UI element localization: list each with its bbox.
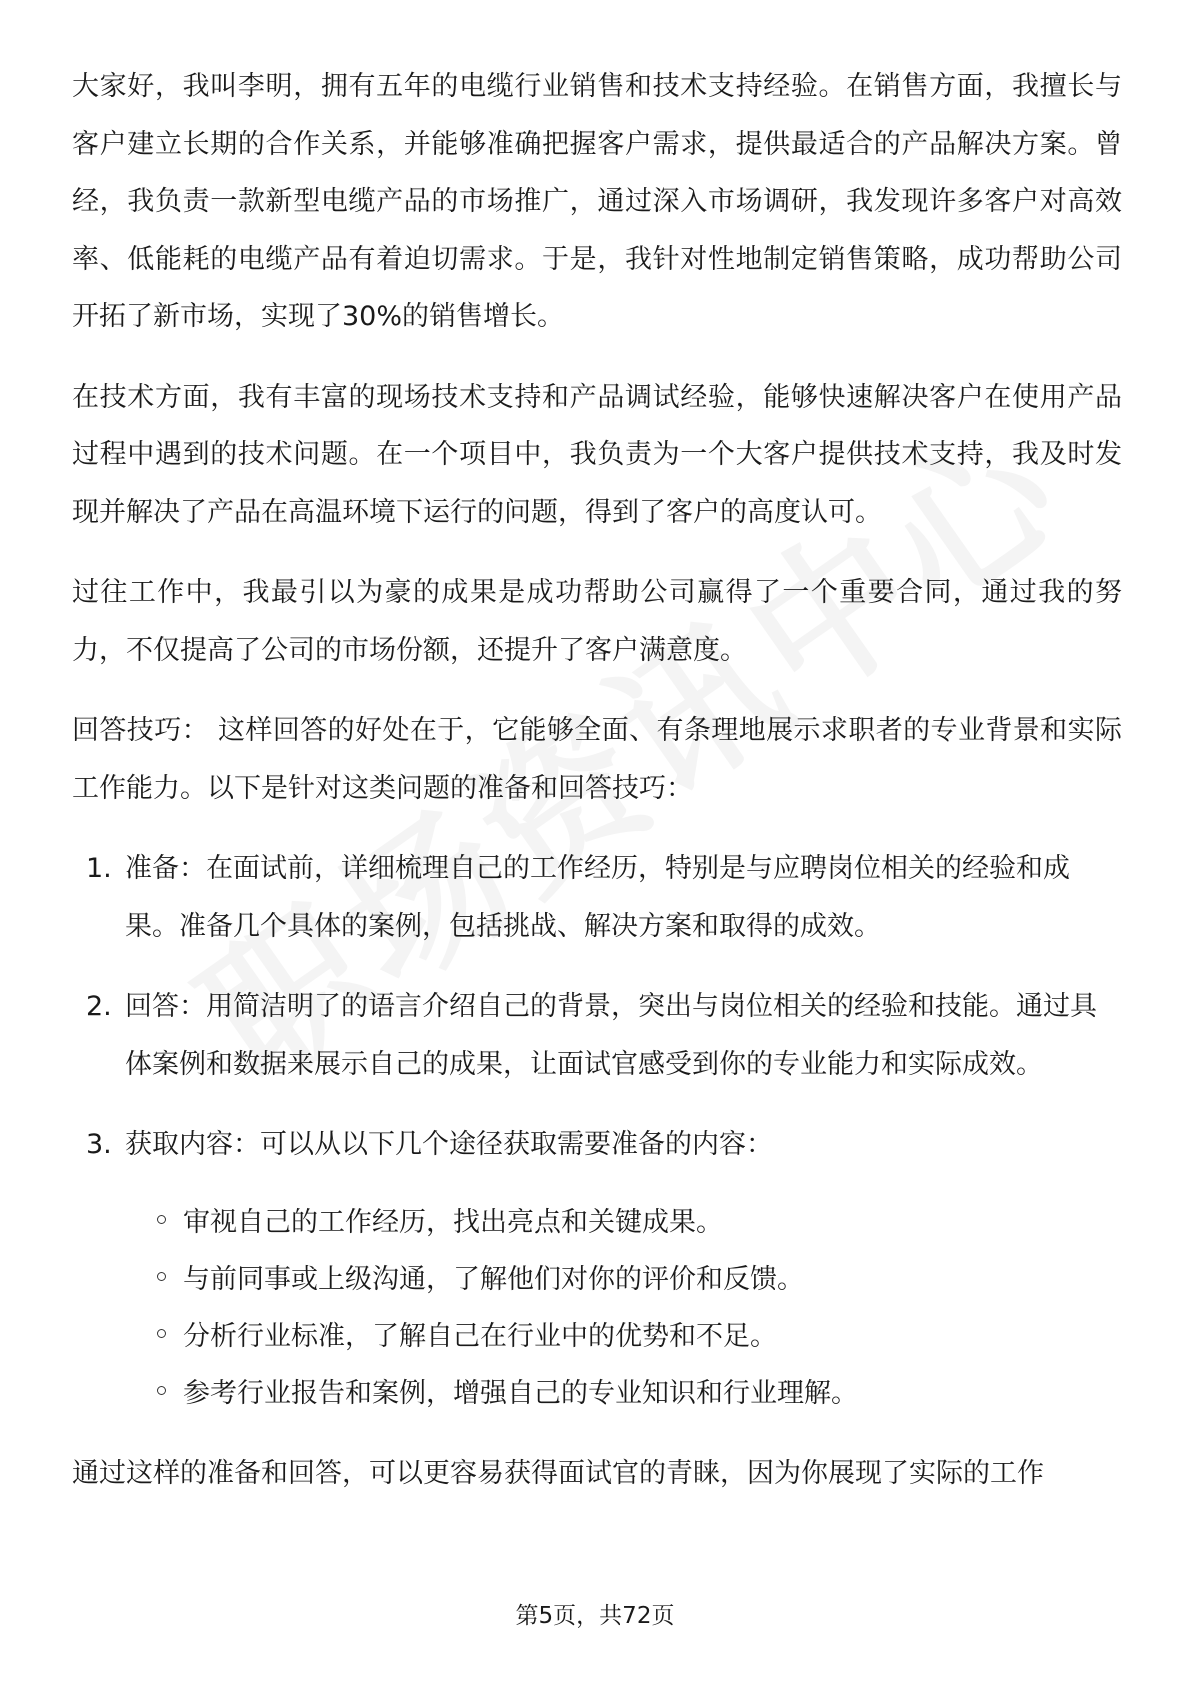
list-number: 2.	[86, 991, 112, 1022]
intro-paragraph: 大家好，我叫李明，拥有五年的电缆行业销售和技术支持经验。在销售方面，我擅长与客户建立长期的合作关系，并能够准确把握客户需求，提供最适合的产品解决方案。曾经，我负责一款新型电缆产品的市场推广，通过深入市场调研，我发现许多客户对高效率、低能耗的电缆产品有着迫切需求。于是，我针对性地制定销售策略，成功帮助公司开拓了新市场，实现了30%的销售增长。	[72, 71, 1122, 332]
list-item-text: 分析行业标准，了解自己在行业中的优势和不足。	[183, 1320, 777, 1352]
achievement-paragraph: 过往工作中，我最引以为豪的成果是成功帮助公司赢得了一个重要合同，通过我的努力，不仅提高了公司的市场份额，还提升了客户满意度。	[72, 577, 1122, 666]
sources-list	[125, 1194, 1122, 1422]
list-item	[72, 978, 1122, 1093]
list-number: 1.	[86, 853, 112, 884]
circle-bullet-icon	[157, 1386, 166, 1395]
list-item-text: 参考行业报告和案例，增强自己的专业知识和行业理解。	[183, 1377, 858, 1409]
tips-list	[72, 840, 1122, 1422]
list-item-text: 与前同事或上级沟通，了解他们对你的评价和反馈。	[183, 1263, 804, 1295]
list-item	[157, 1365, 1122, 1422]
list-item-text: 准备：在面试前，详细梳理自己的工作经历，特别是与应聘岗位相关的经验和成果。准备几个具体的案例，包括挑战、解决方案和取得的成效。	[125, 853, 1070, 942]
tips-intro-paragraph: 回答技巧： 这样回答的好处在于，它能够全面、有条理地展示求职者的专业背景和实际工作能力。以下是针对这类问题的准备和回答技巧：	[72, 715, 1122, 804]
list-item	[157, 1194, 1122, 1251]
list-item-text: 获取内容：可以从以下几个途径获取需要准备的内容：	[125, 1129, 773, 1160]
list-item	[72, 1116, 1122, 1422]
list-item	[72, 840, 1122, 955]
closing-paragraph: 通过这样的准备和回答，可以更容易获得面试官的青睐，因为你展现了实际的工作	[72, 1457, 1044, 1489]
circle-bullet-icon	[157, 1215, 166, 1224]
page-number: 第5页，共72页	[515, 1603, 675, 1629]
list-item	[157, 1251, 1122, 1308]
list-number: 3.	[86, 1129, 112, 1160]
list-item-text: 审视自己的工作经历，找出亮点和关键成果。	[183, 1206, 723, 1238]
circle-bullet-icon	[157, 1329, 166, 1338]
list-item	[157, 1308, 1122, 1365]
list-item-text: 回答：用简洁明了的语言介绍自己的背景，突出与岗位相关的经验和技能。通过具体案例和数据来展示自己的成果，让面试官感受到你的专业能力和实际成效。	[125, 991, 1097, 1080]
tech-paragraph: 在技术方面，我有丰富的现场技术支持和产品调试经验，能够快速解决客户在使用产品过程中遇到的技术问题。在一个项目中，我负责为一个大客户提供技术支持，我及时发现并解决了产品在高温环境下运行的问题，得到了客户的高度认可。	[72, 381, 1122, 528]
document-body	[72, 58, 1122, 1525]
circle-bullet-icon	[157, 1272, 166, 1281]
